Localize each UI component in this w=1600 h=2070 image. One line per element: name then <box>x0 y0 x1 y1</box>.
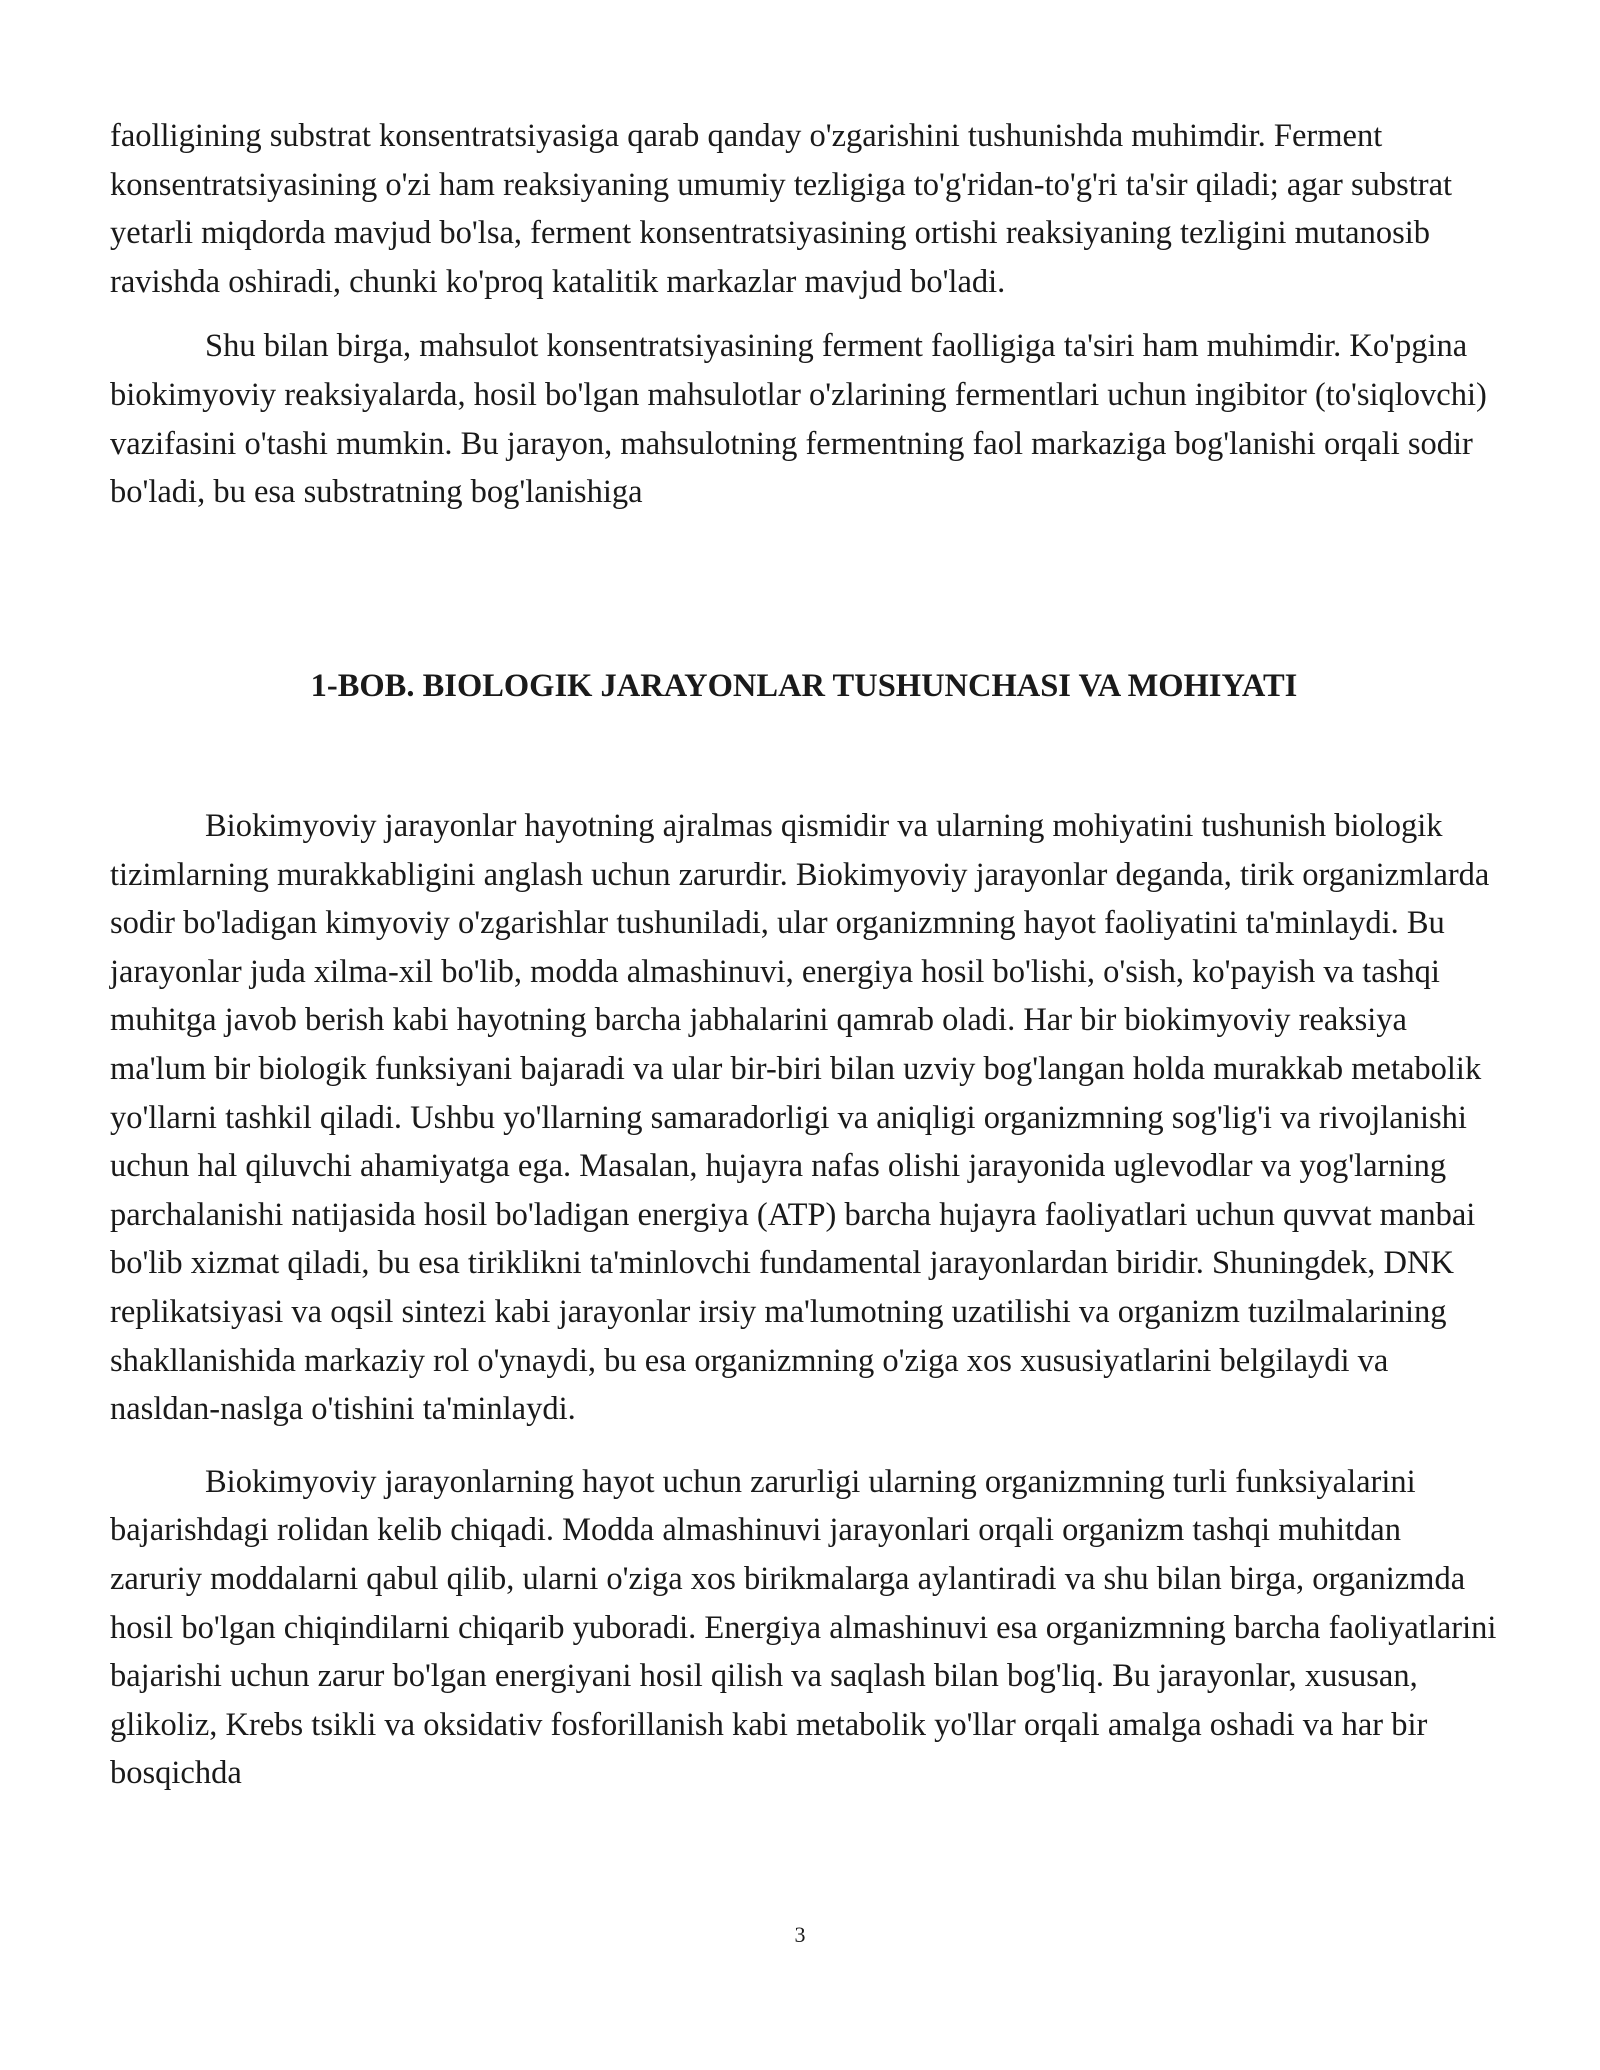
chapter-heading: 1-BOB. BIOLOGIK JARAYONLAR TUSHUNCHASI VA MOHIYATI <box>310 668 1298 704</box>
page-number: 3 <box>794 1922 806 1947</box>
paragraph-product-inhibition: Shu bilan birga, mahsulot konsentratsiyasining ferment faolligiga ta'siri ham muhimdir. Ko'pgina biokimyoviy reaksiyalarda, hosil bo'lgan mahsulotlar o'zlarining fermentlari uchun ingibitor (to'siqlovchi) vazifasini o'tashi mumkin. Bu jarayon, mahsulotning fermentning faol markaziga bog'lanishi orqali sodir bo'ladi, bu esa substratning bog'lanishiga <box>110 328 1487 511</box>
chapter-body <box>110 802 1498 1798</box>
document-page <box>110 112 1498 1792</box>
paragraph-continuation: faolligining substrat konsentratsiyasiga qarab qanday o'zgarishini tushunishda muhimdir. Ferment konsentratsiyasining o'zi ham reaksiyaning umumiy tezligiga to'g'ridan-to'g'ri ta'sir qiladi; agar substrat yetarli miqdorda mavjud bo'lsa, ferment konsentratsiyasining ortishi reaksiyaning tezligini mutanosib ravishda oshiradi, chunki ko'proq katalitik markazlar mavjud bo'ladi. <box>110 118 1453 300</box>
paragraph-necessity-of-processes: Biokimyoviy jarayonlarning hayot uchun zarurligi ularning organizmning turli funksiyalarini bajarishdagi rolidan kelib chiqadi. Modda almashinuvi jarayonlari orqali organizm tashqi muhitdan zaruriy moddalarni qabul qilib, ularni o'ziga xos birikmalarga aylantiradi va shu bilan birga, organizmda hosil bo'lgan chiqindilarni chiqarib yuboradi. Energiya almashinuvi esa organizmning barcha faoliyatlarini bajarishi uchun zarur bo'lgan energiyani hosil qilish va saqlash bilan bog'liq. Bu jarayonlar, xususan, glikoliz, Krebs tsikli va oksidativ fosforillanish kabi metabolik yo'llar orqali amalga oshadi va har bir bosqichda <box>110 1463 1497 1792</box>
paragraph-biochemical-processes: Biokimyoviy jarayonlar hayotning ajralmas qismidir va ularning mohiyatini tushunish biologik tizimlarning murakkabligini anglash uchun zarurdir. Biokimyoviy jarayonlar deganda, tirik organizmlarda sodir bo'ladigan kimyoviy o'zgarishlar tushuniladi, ular organizmning hayot faoliyatini ta'minlaydi. Bu jarayonlar juda xilma-xil bo'lib, modda almashinuvi, energiya hosil bo'lishi, o'sish, ko'payish va tashqi muhitga javob berish kabi hayotning barcha jabhalarini qamrab oladi. Har bir biokimyoviy reaksiya ma'lum bir biologik funksiyani bajaradi va ular bir-biri bilan uzviy bog'langan holda murakkab metabolik yo'llarni tashkil qiladi. Ushbu yo'llarning samaradorligi va aniqligi organizmning sog'lig'i va rivojlanishi uchun hal qiluvchi ahamiyatga ega. Masalan, hujayra nafas olishi jarayonida uglevodlar va yog'larning parchalanishi natijasida hosil bo'ladigan energiya (ATP) barcha hujayra faoliyatlari uchun quvvat manbai bo'lib xizmat qiladi, bu esa tiriklikni ta'minlovchi fundamental jarayonlardan biridir. Shuningdek, DNK replikatsiyasi va oqsil sintezi kabi jarayonlar irsiy ma'lumotning uzatilishi va organizm tuzilmalarining shakllanishida markaziy rol o'ynaydi, bu esa organizmning o'ziga xos xususiyatlarini belgilaydi va nasldan-naslga o'tishini ta'minlaydi. <box>110 808 1490 1428</box>
